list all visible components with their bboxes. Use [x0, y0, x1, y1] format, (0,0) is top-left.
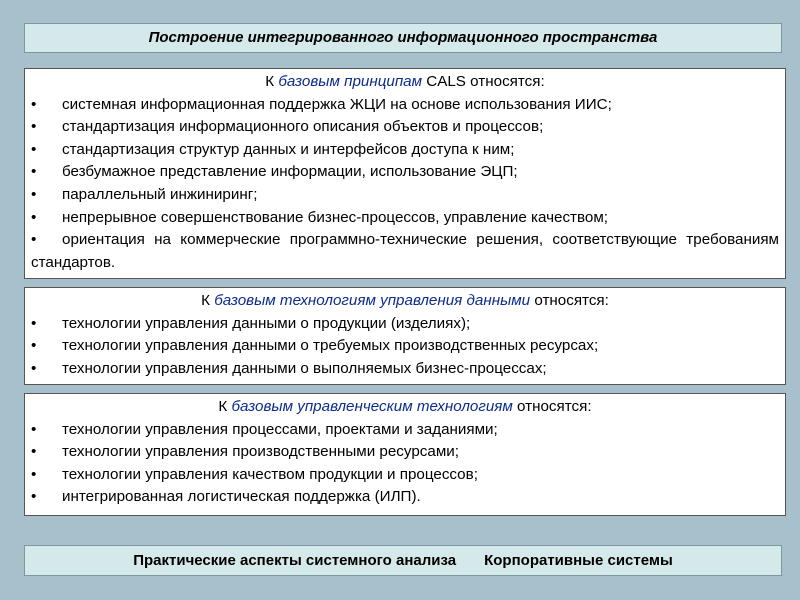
list-item [31, 207, 779, 230]
heading-lead: К [265, 73, 279, 90]
list-item-text: стандартизация информационного описания объектов и процессов; [62, 118, 544, 136]
cals-principles-box [24, 68, 786, 279]
list-item [31, 161, 779, 184]
footer-left-label: Практические аспекты системного анализа [133, 552, 457, 569]
slide-title: Построение интегрированного информационного пространства [24, 23, 782, 53]
bullet-icon: • [31, 231, 37, 249]
heading-emphasis-tail: CALS [422, 73, 466, 90]
list-item [31, 486, 779, 509]
list-item [31, 116, 779, 139]
heading-emphasis: базовым принципам [278, 73, 423, 90]
bullet-icon: • [31, 420, 37, 438]
list-item-text: безбумажное представление информации, использование ЭЦП; [62, 163, 518, 181]
list-item-text: технологии управления производственными ресурсами; [62, 443, 459, 461]
list-item-text: ориентация на коммерческие программно-технические решения, соответствующие требованиям стандартов. [31, 231, 779, 271]
list-item [31, 358, 779, 381]
section-heading [31, 396, 779, 419]
heading-trail: относятся: [465, 73, 545, 90]
bullet-icon: • [31, 208, 37, 226]
list-item-text: параллельный инжиниринг; [62, 185, 258, 203]
bullet-icon: • [31, 314, 37, 332]
bullet-icon: • [31, 443, 37, 461]
bullet-icon: • [31, 95, 37, 113]
data-management-technologies-box [24, 287, 786, 385]
list-item-text: технологии управления процессами, проектами и заданиями; [62, 420, 498, 438]
list-item [31, 94, 779, 117]
bullet-icon: • [31, 163, 37, 181]
list-item [31, 184, 779, 207]
bullet-icon: • [31, 185, 37, 203]
list-item [31, 464, 779, 487]
list-item [31, 441, 779, 464]
heading-trail: относятся: [512, 398, 592, 415]
section-heading [31, 290, 779, 313]
bullet-icon: • [31, 359, 37, 377]
list-item-text: технологии управления данными о выполняемых бизнес-процессах; [62, 359, 547, 377]
list-item-text: технологии управления данными о требуемых производственных ресурсах; [62, 337, 599, 355]
list-item [31, 335, 779, 358]
list-item-text: интегрированная логистическая поддержка (ИЛП). [62, 488, 421, 506]
list-item [31, 229, 779, 274]
list-item [31, 313, 779, 336]
heading-lead: К [201, 292, 215, 309]
bullet-icon: • [31, 337, 37, 355]
footer-banner [24, 545, 782, 576]
bullet-icon: • [31, 465, 37, 483]
footer-right-label: Корпоративные системы [484, 552, 673, 569]
section-heading [31, 71, 779, 94]
list-item-text: технологии управления данными о продукции (изделиях); [62, 314, 471, 332]
bullet-icon: • [31, 140, 37, 158]
heading-trail: относятся: [530, 292, 609, 309]
heading-emphasis: базовым технологиям управления данными [214, 292, 531, 309]
heading-emphasis: базовым управленческим технологиям [231, 398, 513, 415]
list-item [31, 419, 779, 442]
list-item-text: непрерывное совершенствование бизнес-процессов, управление качеством; [62, 208, 608, 226]
list-item-text: стандартизация структур данных и интерфейсов доступа к ним; [62, 140, 515, 158]
management-technologies-box [24, 393, 786, 516]
list-item-text: системная информационная поддержка ЖЦИ на основе использования ИИС; [62, 95, 612, 113]
heading-lead: К [218, 398, 232, 415]
bullet-icon: • [31, 118, 37, 136]
list-item-text: технологии управления качеством продукции и процессов; [62, 465, 478, 483]
bullet-icon: • [31, 488, 37, 506]
list-item [31, 139, 779, 162]
